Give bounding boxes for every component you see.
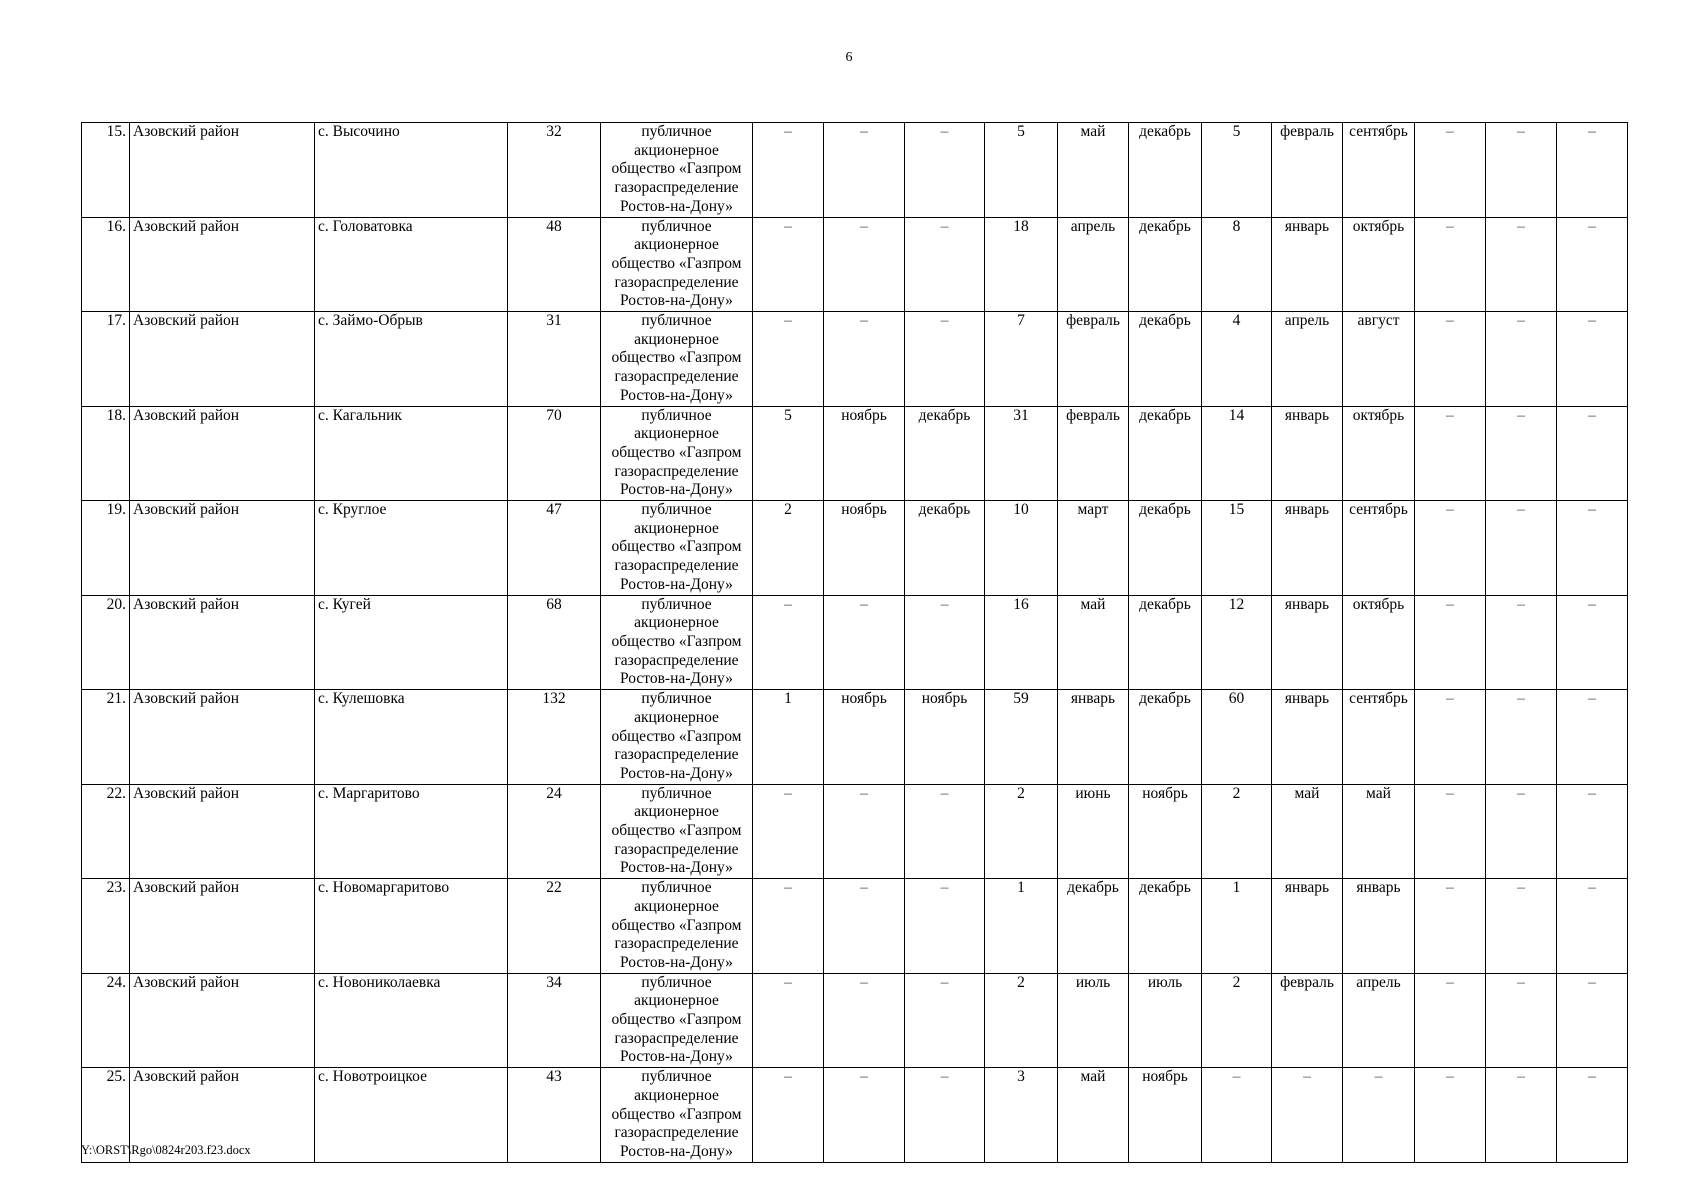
value-cell: 59 xyxy=(985,690,1058,785)
value-cell: 2 xyxy=(1202,784,1272,879)
count-cell: 132 xyxy=(508,690,601,785)
locality-cell: с. Новомаргаритово xyxy=(315,879,508,974)
value-cell: май xyxy=(1058,1068,1129,1163)
organization-line: акционерное xyxy=(634,236,719,254)
page-number: 6 xyxy=(845,50,853,65)
row-number-cell: 22. xyxy=(82,784,130,879)
value-cell: декабрь xyxy=(1129,406,1202,501)
value-cell: – xyxy=(1557,501,1628,596)
value-cell: сентябрь xyxy=(1343,690,1415,785)
value-cell: – xyxy=(753,312,824,407)
value-cell: сентябрь xyxy=(1343,123,1415,218)
organization-line: акционерное xyxy=(634,330,719,348)
value-cell: декабрь xyxy=(905,406,985,501)
organization-cell xyxy=(601,973,753,1068)
footer-file-path: Y:\ORST\Rgo\0824r203.f23.docx xyxy=(81,1143,251,1157)
organization-line: газораспределение xyxy=(614,746,739,764)
organization-line: Ростов-на-Дону» xyxy=(620,575,733,593)
organization-cell xyxy=(601,690,753,785)
table-row xyxy=(82,973,1628,1068)
locality-cell: с. Кагальник xyxy=(315,406,508,501)
value-cell: 15 xyxy=(1202,501,1272,596)
organization-line: акционерное xyxy=(634,803,719,821)
organization-line: Ростов-на-Дону» xyxy=(620,953,733,971)
value-cell: май xyxy=(1058,595,1129,690)
value-cell: – xyxy=(905,784,985,879)
value-cell: – xyxy=(1415,879,1486,974)
district-cell: Азовский район xyxy=(130,973,315,1068)
organization-line: Ростов-на-Дону» xyxy=(620,386,733,404)
organization-line: публичное xyxy=(641,312,712,330)
district-cell: Азовский район xyxy=(130,690,315,785)
value-cell: 7 xyxy=(985,312,1058,407)
value-cell: – xyxy=(1557,690,1628,785)
value-cell: ноябрь xyxy=(824,406,905,501)
organization-line: общество «Газпром xyxy=(611,822,742,840)
row-number-cell: 20. xyxy=(82,595,130,690)
value-cell: 1 xyxy=(985,879,1058,974)
value-cell: 5 xyxy=(753,406,824,501)
value-cell: 1 xyxy=(753,690,824,785)
value-cell: – xyxy=(1202,1068,1272,1163)
value-cell: январь xyxy=(1272,406,1343,501)
value-cell: – xyxy=(753,1068,824,1163)
organization-line: Ростов-на-Дону» xyxy=(620,292,733,310)
count-cell: 31 xyxy=(508,312,601,407)
row-number-cell: 16. xyxy=(82,217,130,312)
value-cell: 31 xyxy=(985,406,1058,501)
value-cell: апрель xyxy=(1058,217,1129,312)
value-cell: март xyxy=(1058,501,1129,596)
district-cell: Азовский район xyxy=(130,312,315,407)
value-cell: – xyxy=(1415,595,1486,690)
value-cell: – xyxy=(1486,1068,1557,1163)
value-cell: – xyxy=(1557,595,1628,690)
organization-line: общество «Газпром xyxy=(611,443,742,461)
value-cell: 14 xyxy=(1202,406,1272,501)
organization-line: акционерное xyxy=(634,141,719,159)
organization-line: акционерное xyxy=(634,1086,719,1104)
value-cell: 3 xyxy=(985,1068,1058,1163)
value-cell: май xyxy=(1343,784,1415,879)
table-row xyxy=(82,312,1628,407)
district-cell: Азовский район xyxy=(130,123,315,218)
value-cell: декабрь xyxy=(1129,879,1202,974)
table-row xyxy=(82,406,1628,501)
value-cell: – xyxy=(824,217,905,312)
value-cell: декабрь xyxy=(1129,217,1202,312)
value-cell: декабрь xyxy=(1129,123,1202,218)
value-cell: 1 xyxy=(1202,879,1272,974)
value-cell: 5 xyxy=(985,123,1058,218)
row-number-cell: 15. xyxy=(82,123,130,218)
value-cell: – xyxy=(1272,1068,1343,1163)
value-cell: – xyxy=(824,784,905,879)
locality-cell: с. Новотроицкое xyxy=(315,1068,508,1163)
organization-line: публичное xyxy=(641,784,712,802)
locality-cell: с. Займо-Обрыв xyxy=(315,312,508,407)
value-cell: 8 xyxy=(1202,217,1272,312)
organization-line: газораспределение xyxy=(614,462,739,480)
organization-line: акционерное xyxy=(634,519,719,537)
organization-line: общество «Газпром xyxy=(611,632,742,650)
value-cell: январь xyxy=(1272,501,1343,596)
table-row xyxy=(82,217,1628,312)
organization-cell xyxy=(601,1068,753,1163)
organization-line: газораспределение xyxy=(614,179,739,197)
value-cell: ноябрь xyxy=(905,690,985,785)
value-cell: – xyxy=(1486,217,1557,312)
organization-line: общество «Газпром xyxy=(611,1105,742,1123)
organization-cell xyxy=(601,595,753,690)
value-cell: 5 xyxy=(1202,123,1272,218)
value-cell: июнь xyxy=(1058,784,1129,879)
locality-cell: с. Маргаритово xyxy=(315,784,508,879)
organization-line: газораспределение xyxy=(614,273,739,291)
table-row xyxy=(82,879,1628,974)
value-cell: – xyxy=(753,123,824,218)
organization-line: газораспределение xyxy=(614,557,739,575)
value-cell: – xyxy=(1415,690,1486,785)
value-cell: – xyxy=(905,1068,985,1163)
value-cell: январь xyxy=(1343,879,1415,974)
value-cell: декабрь xyxy=(1129,690,1202,785)
value-cell: 18 xyxy=(985,217,1058,312)
value-cell: январь xyxy=(1272,595,1343,690)
count-cell: 70 xyxy=(508,406,601,501)
value-cell: – xyxy=(1415,1068,1486,1163)
value-cell: – xyxy=(1557,879,1628,974)
value-cell: декабрь xyxy=(1129,312,1202,407)
organization-line: Ростов-на-Дону» xyxy=(620,1048,733,1066)
value-cell: апрель xyxy=(1343,973,1415,1068)
value-cell: – xyxy=(753,879,824,974)
value-cell: – xyxy=(1415,501,1486,596)
organization-line: публичное xyxy=(641,1068,712,1086)
count-cell: 68 xyxy=(508,595,601,690)
value-cell: 4 xyxy=(1202,312,1272,407)
organization-line: акционерное xyxy=(634,614,719,632)
value-cell: – xyxy=(753,595,824,690)
value-cell: сентябрь xyxy=(1343,501,1415,596)
value-cell: май xyxy=(1272,784,1343,879)
row-number-cell: 25. xyxy=(82,1068,130,1163)
organization-line: газораспределение xyxy=(614,1124,739,1142)
organization-line: публичное xyxy=(641,123,712,140)
district-cell: Азовский район xyxy=(130,595,315,690)
organization-line: публичное xyxy=(641,879,712,897)
organization-line: газораспределение xyxy=(614,1029,739,1047)
value-cell: май xyxy=(1058,123,1129,218)
row-number-cell: 19. xyxy=(82,501,130,596)
value-cell: октябрь xyxy=(1343,406,1415,501)
value-cell: – xyxy=(1557,312,1628,407)
value-cell: декабрь xyxy=(1058,879,1129,974)
organization-cell xyxy=(601,406,753,501)
value-cell: январь xyxy=(1272,879,1343,974)
value-cell: ноябрь xyxy=(1129,1068,1202,1163)
value-cell: декабрь xyxy=(1129,501,1202,596)
organization-line: Ростов-на-Дону» xyxy=(620,1142,733,1160)
organization-line: Ростов-на-Дону» xyxy=(620,764,733,782)
value-cell: – xyxy=(824,973,905,1068)
count-cell: 48 xyxy=(508,217,601,312)
value-cell: – xyxy=(824,595,905,690)
value-cell: 10 xyxy=(985,501,1058,596)
table-row xyxy=(82,123,1628,218)
value-cell: январь xyxy=(1272,690,1343,785)
table-row xyxy=(82,501,1628,596)
locality-cell: с. Кугей xyxy=(315,595,508,690)
value-cell: февраль xyxy=(1272,123,1343,218)
organization-cell xyxy=(601,312,753,407)
count-cell: 32 xyxy=(508,123,601,218)
value-cell: – xyxy=(1415,312,1486,407)
value-cell: – xyxy=(1486,690,1557,785)
count-cell: 47 xyxy=(508,501,601,596)
locality-cell: с. Головатовка xyxy=(315,217,508,312)
row-number-cell: 24. xyxy=(82,973,130,1068)
organization-line: Ростов-на-Дону» xyxy=(620,197,733,215)
district-cell: Азовский район xyxy=(130,879,315,974)
value-cell: – xyxy=(1486,501,1557,596)
value-cell: – xyxy=(1486,595,1557,690)
value-cell: – xyxy=(1415,973,1486,1068)
organization-cell xyxy=(601,784,753,879)
organization-line: общество «Газпром xyxy=(611,349,742,367)
count-cell: 34 xyxy=(508,973,601,1068)
value-cell: декабрь xyxy=(905,501,985,596)
value-cell: – xyxy=(905,595,985,690)
value-cell: июль xyxy=(1058,973,1129,1068)
value-cell: 12 xyxy=(1202,595,1272,690)
table-row xyxy=(82,595,1628,690)
value-cell: – xyxy=(1557,217,1628,312)
locality-cell: с. Высочино xyxy=(315,123,508,218)
value-cell: – xyxy=(1415,784,1486,879)
row-number-cell: 18. xyxy=(82,406,130,501)
value-cell: февраль xyxy=(1058,406,1129,501)
value-cell: – xyxy=(1486,123,1557,218)
row-number-cell: 23. xyxy=(82,879,130,974)
value-cell: ноябрь xyxy=(1129,784,1202,879)
value-cell: 16 xyxy=(985,595,1058,690)
value-cell: 2 xyxy=(753,501,824,596)
locality-cell: с. Кулешовка xyxy=(315,690,508,785)
organization-line: Ростов-на-Дону» xyxy=(620,481,733,499)
value-cell: – xyxy=(1557,1068,1628,1163)
organization-line: публичное xyxy=(641,690,712,708)
value-cell: – xyxy=(824,123,905,218)
table-row xyxy=(82,1068,1628,1163)
organization-line: газораспределение xyxy=(614,368,739,386)
value-cell: – xyxy=(1415,217,1486,312)
value-cell: 2 xyxy=(985,973,1058,1068)
value-cell: – xyxy=(753,973,824,1068)
value-cell: – xyxy=(824,312,905,407)
value-cell: апрель xyxy=(1272,312,1343,407)
gasification-schedule-table xyxy=(81,122,1628,1163)
value-cell: – xyxy=(1486,973,1557,1068)
organization-line: общество «Газпром xyxy=(611,538,742,556)
table-row xyxy=(82,784,1628,879)
organization-line: публичное xyxy=(641,501,712,519)
row-number-cell: 17. xyxy=(82,312,130,407)
value-cell: – xyxy=(1557,784,1628,879)
value-cell: – xyxy=(1486,784,1557,879)
organization-cell xyxy=(601,217,753,312)
value-cell: – xyxy=(1486,406,1557,501)
value-cell: – xyxy=(824,879,905,974)
value-cell: февраль xyxy=(1272,973,1343,1068)
value-cell: – xyxy=(1486,879,1557,974)
district-cell: Азовский район xyxy=(130,501,315,596)
district-cell: Азовский район xyxy=(130,1068,315,1163)
organization-line: газораспределение xyxy=(614,935,739,953)
value-cell: – xyxy=(1557,406,1628,501)
organization-line: газораспределение xyxy=(614,651,739,669)
value-cell: ноябрь xyxy=(824,690,905,785)
value-cell: 60 xyxy=(1202,690,1272,785)
value-cell: – xyxy=(1415,123,1486,218)
organization-line: публичное xyxy=(641,973,712,991)
organization-line: публичное xyxy=(641,406,712,424)
organization-line: Ростов-на-Дону» xyxy=(620,859,733,877)
value-cell: – xyxy=(905,973,985,1068)
district-cell: Азовский район xyxy=(130,217,315,312)
locality-cell: с. Круглое xyxy=(315,501,508,596)
count-cell: 43 xyxy=(508,1068,601,1163)
organization-cell xyxy=(601,501,753,596)
organization-line: публичное xyxy=(641,595,712,613)
table-body xyxy=(82,123,1628,1163)
value-cell: – xyxy=(1486,312,1557,407)
organization-line: общество «Газпром xyxy=(611,916,742,934)
value-cell: январь xyxy=(1272,217,1343,312)
organization-line: Ростов-на-Дону» xyxy=(620,670,733,688)
value-cell: 2 xyxy=(1202,973,1272,1068)
count-cell: 24 xyxy=(508,784,601,879)
value-cell: – xyxy=(905,123,985,218)
value-cell: – xyxy=(905,217,985,312)
value-cell: – xyxy=(1343,1068,1415,1163)
value-cell: февраль xyxy=(1058,312,1129,407)
value-cell: 2 xyxy=(985,784,1058,879)
value-cell: – xyxy=(753,784,824,879)
organization-line: газораспределение xyxy=(614,840,739,858)
count-cell: 22 xyxy=(508,879,601,974)
organization-line: акционерное xyxy=(634,708,719,726)
organization-line: общество «Газпром xyxy=(611,1011,742,1029)
value-cell: январь xyxy=(1058,690,1129,785)
value-cell: – xyxy=(1415,406,1486,501)
value-cell: август xyxy=(1343,312,1415,407)
organization-line: акционерное xyxy=(634,425,719,443)
organization-line: общество «Газпром xyxy=(611,727,742,745)
value-cell: – xyxy=(753,217,824,312)
district-cell: Азовский район xyxy=(130,784,315,879)
organization-line: акционерное xyxy=(634,897,719,915)
organization-line: акционерное xyxy=(634,992,719,1010)
value-cell: июль xyxy=(1129,973,1202,1068)
value-cell: – xyxy=(1557,973,1628,1068)
value-cell: октябрь xyxy=(1343,595,1415,690)
value-cell: – xyxy=(905,312,985,407)
organization-line: общество «Газпром xyxy=(611,160,742,178)
row-number-cell: 21. xyxy=(82,690,130,785)
value-cell: декабрь xyxy=(1129,595,1202,690)
value-cell: – xyxy=(824,1068,905,1163)
locality-cell: с. Новониколаевка xyxy=(315,973,508,1068)
value-cell: – xyxy=(905,879,985,974)
organization-cell xyxy=(601,879,753,974)
table-row xyxy=(82,690,1628,785)
district-cell: Азовский район xyxy=(130,406,315,501)
organization-cell xyxy=(601,123,753,218)
value-cell: октябрь xyxy=(1343,217,1415,312)
value-cell: – xyxy=(1557,123,1628,218)
organization-line: общество «Газпром xyxy=(611,254,742,272)
value-cell: ноябрь xyxy=(824,501,905,596)
organization-line: публичное xyxy=(641,217,712,235)
